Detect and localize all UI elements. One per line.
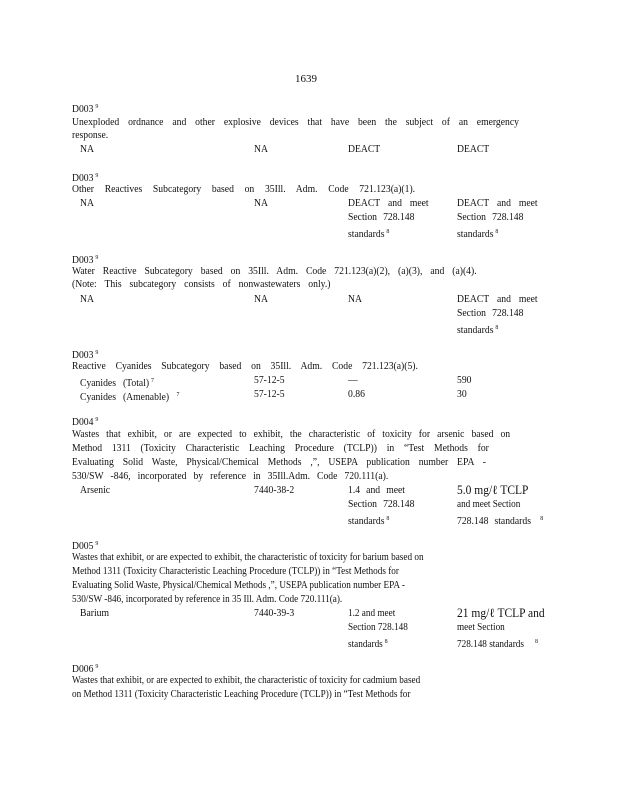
waste-code-d004: D004 $^9$ <box>72 416 99 428</box>
table-cell: standards $^8$ <box>348 638 388 650</box>
table-cell: 57-12-5 <box>254 375 285 386</box>
description-line: Wastes that exhibit, or are expected to exhibit, the characteristic of toxicity for arsenic based on <box>72 429 511 440</box>
table-cell: Arsenic <box>80 485 111 496</box>
description-line: Reactive Cyanides Subcategory based on 35Ill. Adm. Code 721.123(a)(5). <box>72 361 418 372</box>
table-cell: 0.86 <box>348 389 365 400</box>
table-cell: 1.4 and meet <box>348 485 405 496</box>
table-cell: standards $^8$ <box>457 324 499 336</box>
description-line: Unexploded ordnance and other explosive devices that have been the subject of an emergency <box>72 117 520 128</box>
waste-code-d005: D005 $^9$ <box>72 540 99 552</box>
table-cell: Section 728.148 <box>348 499 415 510</box>
table-cell: 57-12-5 <box>254 389 285 400</box>
table-cell: NA <box>254 198 268 209</box>
table-cell: 30 <box>457 389 467 400</box>
table-cell: Section 728.148 <box>348 212 415 223</box>
table-cell: — <box>348 375 358 386</box>
table-cell: NA <box>80 198 94 209</box>
table-cell: DEACT <box>457 144 490 155</box>
description-line: Evaluating Solid Waste, Physical/Chemical Methods ,”, USEPA publication number EPA - <box>72 457 486 468</box>
table-cell: DEACT and meet <box>457 198 538 209</box>
table-cell: 728.148 standards $^8$ <box>457 638 538 650</box>
table-cell: NA <box>254 294 268 305</box>
table-cell: 1.2 and meet <box>348 608 396 619</box>
table-cell: Cyanides (Total) $^7$ <box>80 377 154 389</box>
table-cell: standards $^8$ <box>348 515 390 527</box>
table-cell: 21 mg/ℓ TCLP and <box>457 606 545 620</box>
table-cell: standards $^8$ <box>457 228 499 240</box>
description-line: Evaluating Solid Waste, Physical/Chemical Methods ,”, USEPA publication number EPA - <box>72 580 405 591</box>
table-cell: Cyanides (Amenable) $^7$ <box>80 391 180 403</box>
table-cell: NA <box>348 294 362 305</box>
description-line: Other Reactives Subcategory based on 35Ill. Adm. Code 721.123(a)(1). <box>72 184 416 195</box>
waste-code-d006: D006 $^9$ <box>72 663 99 675</box>
description-line: Method 1311 (Toxicity Characteristic Leaching Procedure (TCLP)) in “Test Methods for <box>72 443 489 454</box>
table-cell: DEACT and meet <box>348 198 429 209</box>
table-cell: Section 728.148 <box>348 622 408 633</box>
description-line: Method 1311 (Toxicity Characteristic Leaching Procedure (TCLP)) in “Test Methods for <box>72 566 399 577</box>
table-cell: 590 <box>457 375 472 386</box>
table-cell: DEACT and meet <box>457 294 538 305</box>
description-line: on Method 1311 (Toxicity Characteristic Leaching Procedure (TCLP)) in “Test Methods for <box>72 689 411 700</box>
table-cell: DEACT <box>348 144 381 155</box>
waste-code-d003: D003 $^9$ <box>72 254 99 266</box>
page-number: 1639 <box>295 73 317 85</box>
waste-code-d003: D003 $^9$ <box>72 349 99 361</box>
table-cell: NA <box>80 144 94 155</box>
table-cell: standards $^8$ <box>348 228 390 240</box>
description-line: Water Reactive Subcategory based on 35Ill. Adm. Code 721.123(a)(2), (a)(3), and (a)(4). <box>72 266 477 277</box>
table-cell: Section 728.148 <box>457 212 524 223</box>
table-cell: 728.148 standards $^8$ <box>457 515 544 527</box>
description-line: 530/SW -846, incorporated by reference in 35Ill.Adm. Code 720.111(a). <box>72 471 389 482</box>
description-line: 530/SW -846, incorporated by reference in 35 Ill. Adm. Code 720.111(a). <box>72 594 343 605</box>
table-cell: Barium <box>80 608 109 619</box>
table-cell: 7440-39-3 <box>254 608 295 619</box>
table-cell: NA <box>80 294 94 305</box>
waste-code-d003: D003 $^9$ <box>72 103 99 115</box>
description-line: Wastes that exhibit, or are expected to exhibit, the characteristic of toxicity for cadmium based <box>72 675 421 686</box>
table-cell: 5.0 mg/ℓ TCLP <box>457 483 529 497</box>
description-line: Wastes that exhibit, or are expected to exhibit, the characteristic of toxicity for barium based on <box>72 552 424 563</box>
description-line: response. <box>72 130 109 141</box>
description-line: (Note: This subcategory consists of nonwastewaters only.) <box>72 279 331 290</box>
table-cell: and meet Section <box>457 499 521 510</box>
waste-code-d003: D003 $^9$ <box>72 172 99 184</box>
table-cell: 7440-38-2 <box>254 485 295 496</box>
table-cell: NA <box>254 144 268 155</box>
table-cell: meet Section <box>457 622 505 633</box>
table-cell: Section 728.148 <box>457 308 524 319</box>
